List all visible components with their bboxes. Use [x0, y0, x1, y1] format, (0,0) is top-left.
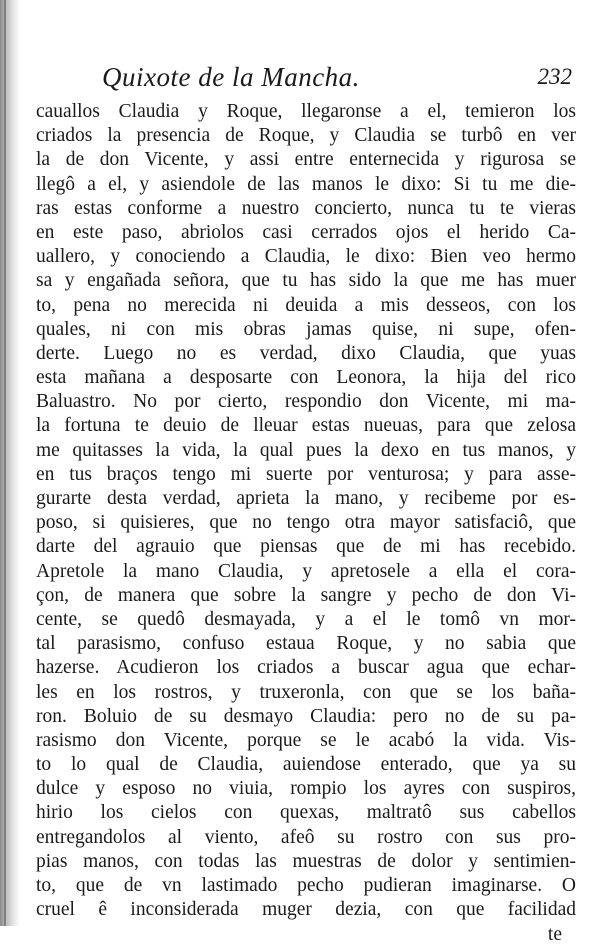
text-line: me quitasses la vida, la qual pues la dexo en tus manos, y [36, 439, 576, 461]
text-line: uallero, y conociendo a Claudia, le dixo: Bien veo hermo [36, 246, 576, 268]
text-line: en tus braços tengo mi suerte por venturosa; y para asse- [36, 463, 576, 485]
page-gutter-shadow [0, 0, 20, 926]
catchword-row [36, 922, 576, 948]
text-line: cente, se quedô desmayada, y a el le tomô vn mor- [36, 608, 576, 630]
text-line: entregandolos al viento, afeô su rostro con sus pro- [36, 826, 576, 848]
text-line: gurarte desta verdad, aprieta la mano, y recibeme por es- [36, 488, 576, 509]
text-block [36, 62, 576, 948]
text-line: sa y engañada señora, que tu has sido la que me has muer [36, 270, 576, 292]
text-line: poso, si quisieres, que no tengo otra mayor satisfaciô, que [36, 512, 576, 534]
text-line: llegô a el, y asiendole de las manos le dixo: Si tu me die- [36, 173, 576, 195]
body-text [36, 100, 576, 922]
text-line: Apretole la mano Claudia, y apretosele a ella el cora- [36, 560, 576, 582]
text-line: la fortuna te deuio de lleuar estas nueuas, para que zelosa [36, 415, 576, 437]
page-header [36, 62, 576, 98]
binding-edge-line [4, 0, 6, 926]
text-line: derte. Luego no es verdad, dixo Claudia, que yuas [36, 342, 576, 364]
text-line: hirio los cielos con quexas, maltratô sus cabellos [36, 802, 576, 824]
text-line: tal parasismo, confuso estaua Roque, y no sabia que [36, 633, 576, 655]
text-line: darte del agrauio que piensas que de mi has recebido. [36, 536, 576, 558]
text-line: to, pena no merecida ni deuida a mis desseos, con los [36, 294, 576, 316]
text-line: Baluastro. No por cierto, respondio don Vicente, mi ma- [36, 391, 576, 413]
text-line: ron. Boluio de su desmayo Claudia: pero no de su pa- [36, 705, 576, 727]
text-line: ras estas conforme a nuestro concierto, nunca tu te vieras [36, 197, 576, 219]
catchword: te [547, 924, 562, 946]
text-line: to lo qual de Claudia, auiendose enterado, que ya su [36, 754, 576, 776]
text-line: criados la presencia de Roque, y Claudia se turbô en ver [36, 125, 576, 147]
text-line: cauallos Claudia y Roque, llegaronse a el, temieron los [36, 101, 576, 122]
running-title: Quixote de la Mancha. [102, 62, 360, 92]
text-line: esta mañana a desposarte con Leonora, la hija del rico [36, 367, 576, 389]
text-line: les en los rostros, y truxeronla, con que se los baña- [36, 681, 576, 703]
text-line: pias manos, con todas las muestras de dolor y sentimien- [36, 850, 576, 872]
text-line: hazerse. Acudieron los criados a buscar agua que echar- [36, 657, 576, 679]
text-line: en este paso, abriolos casi cerrados ojos el herido Ca- [36, 221, 576, 243]
text-line: cruel ê inconsiderada muger dezia, con que facilidad [36, 899, 576, 921]
text-line: to, que de vn lastimado pecho pudieran imaginarse. O [36, 875, 576, 896]
text-line: quales, ni con mis obras jamas quise, ni supe, ofen- [36, 318, 576, 340]
text-line: çon, de manera que sobre la sangre y pecho de don Vi- [36, 584, 576, 606]
text-line: rasismo don Vicente, porque se le acabó la vida. Vis- [36, 729, 576, 751]
page-number: 232 [537, 64, 572, 89]
text-line: la de don Vicente, y assi entre enternecida y rigurosa se [36, 149, 576, 171]
text-line: dulce y esposo no viuia, rompio los ayres con suspiros, [36, 778, 576, 800]
